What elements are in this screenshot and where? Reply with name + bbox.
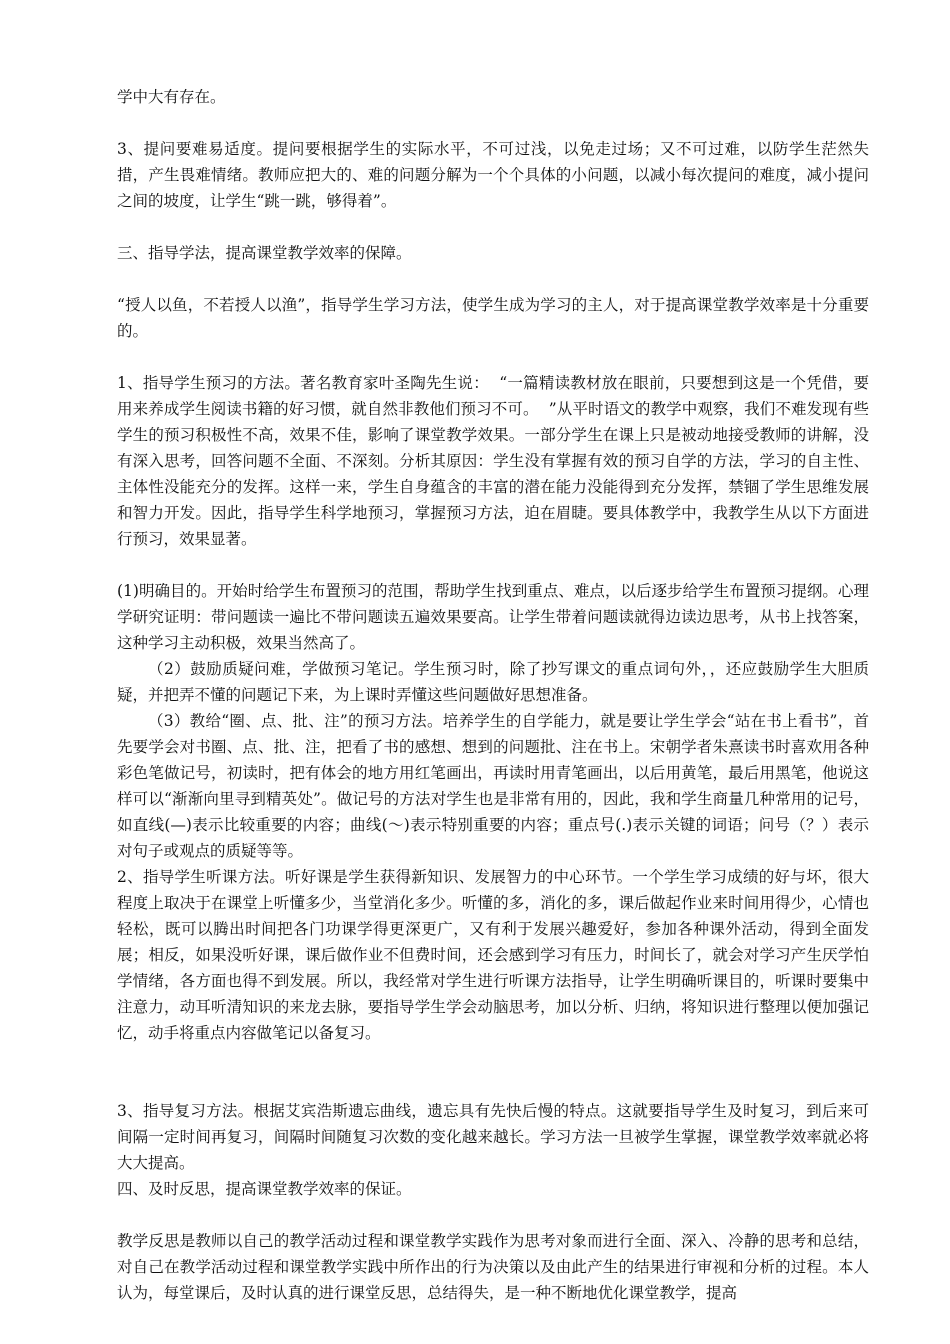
paragraph-preview-method: 1、指导学生预习的方法。著名教育家叶圣陶先生说： “一篇精读教材放在眼前，只要想到这是一个凭借，要用来养成学生阅读书籍的好习惯，就自然非教他们预习不可。 ”从平时语文的教学中观察，我们不难发现有些学生的预习积极性不高，效果不佳，影响了课堂教学效果。一部分学生在课上只是被动地接受教师的讲解，没有深入思考，回答问题不全面、不深刻。分析其原因：学生没有掌握有效的预习自学的方法，学习的自主性、主体性没能充分的发挥。这样一来，学生自身蕴含的丰富的潜在能力没能得到充分发挥，禁锢了学生思维发展和智力开发。因此，指导学生科学地预习，掌握预习方法，迫在眉睫。要具体教学中，我教学生从以下方面进行预习，效果显著。 [117,374,869,548]
paragraph-reflection: 教学反思是教师以自己的教学活动过程和课堂教学实践作为思考对象而进行全面、深入、冷静的思考和总结，对自己在教学活动过程和课堂教学实践中所作出的行为决策以及由此产生的结果进行审视和分析的过程。本人认为，每堂课后，及时认真的进行课堂反思，总结得失，是一种不断地优化课堂教学，提高 [117,1232,869,1302]
paragraph-encourage-questions: （2）鼓励质疑问难，学做预习笔记。学生预习时，除了抄写课文的重点词句外，，还应鼓励学生大胆质疑，并把弄不懂的问题记下来，为上课时弄懂这些问题做好思想准备。 [117,660,869,704]
paragraph-continuation: 学中大有存在。 [117,88,226,106]
paragraph-teach-fishing: “授人以鱼，不若授人以渔”，指导学生学习方法，使学生成为学习的主人，对于提高课堂教学效率是十分重要的。 [117,296,869,340]
paragraph-clear-goal: (1)明确目的。开始时给学生布置预习的范围，帮助学生找到重点、难点，以后逐步给学生布置预习提纲。心理学研究证明：带问题读一遍比不带问题读五遍效果要高。让学生带着问题读就得边读边思考，从书上找答案，这种学习主动积极，效果当然高了。 [117,582,869,652]
paragraph-question-difficulty: 3、提问要难易适度。提问要根据学生的实际水平，不可过浅，以免走过场；又不可过难，以防学生茫然失措，产生畏难情绪。教师应把大的、难的问题分解为一个个具体的小问题，以减小每次提问的难度，减小提问之间的坡度，让学生“跳一跳，够得着”。 [117,140,869,210]
section-heading-3: 三、指导学法，提高课堂教学效率的保障。 [117,244,412,262]
paragraph-annotation-method: （3）教给“圈、点、批、注”的预习方法。培养学生的自学能力，就是要让学生学会“站在书上看书”，首先要学会对书圈、点、批、注，把看了书的感想、想到的问题批、注在书上。宋朝学者朱熹读书时喜欢用各种彩色笔做记号，初读时，把有体会的地方用红笔画出，再读时用青笔画出，以后用黄笔，最后用黑笔，他说这样可以“渐渐向里寻到精英处”。做记号的方法对学生也是非常有用的，因此，我和学生商量几种常用的记号，如直线(—)表示比较重要的内容；曲线(～)表示特别重要的内容；重点号(.)表示关键的词语；问号（？）表示对句子或观点的质疑等等。 [117,712,869,860]
paragraph-listening-method: 2、指导学生听课方法。听好课是学生获得新知识、发展智力的中心环节。一个学生学习成绩的好与坏，很大程度上取决于在课堂上听懂多少，当堂消化多少。听懂的多，消化的多，课后做起作业来时间用得少，心情也轻松，既可以腾出时间把各门功课学得更深更广，又有利于发展兴趣爱好，参加各种课外活动，得到全面发展；相反，如果没听好课，课后做作业不但费时间，还会感到学习有压力，时间长了，就会对学习产生厌学怕学情绪，各方面也得不到发展。所以，我经常对学生进行听课方法指导，让学生明确听课目的，听课时要集中注意力，动耳听清知识的来龙去脉，要指导学生学会动脑思考，加以分析、归纳，将知识进行整理以便加强记忆，动手将重点内容做笔记以备复习。 [117,868,869,1042]
section-heading-4: 四、及时反思，提高课堂教学效率的保证。 [117,1180,412,1198]
paragraph-review-method: 3、指导复习方法。根据艾宾浩斯遗忘曲线，遗忘具有先快后慢的特点。这就要指导学生及时复习，到后来可间隔一定时间再复习，间隔时间随复习次数的变化越来越长。学习方法一旦被学生掌握，课堂教学效率就必将大大提高。 [117,1102,869,1172]
